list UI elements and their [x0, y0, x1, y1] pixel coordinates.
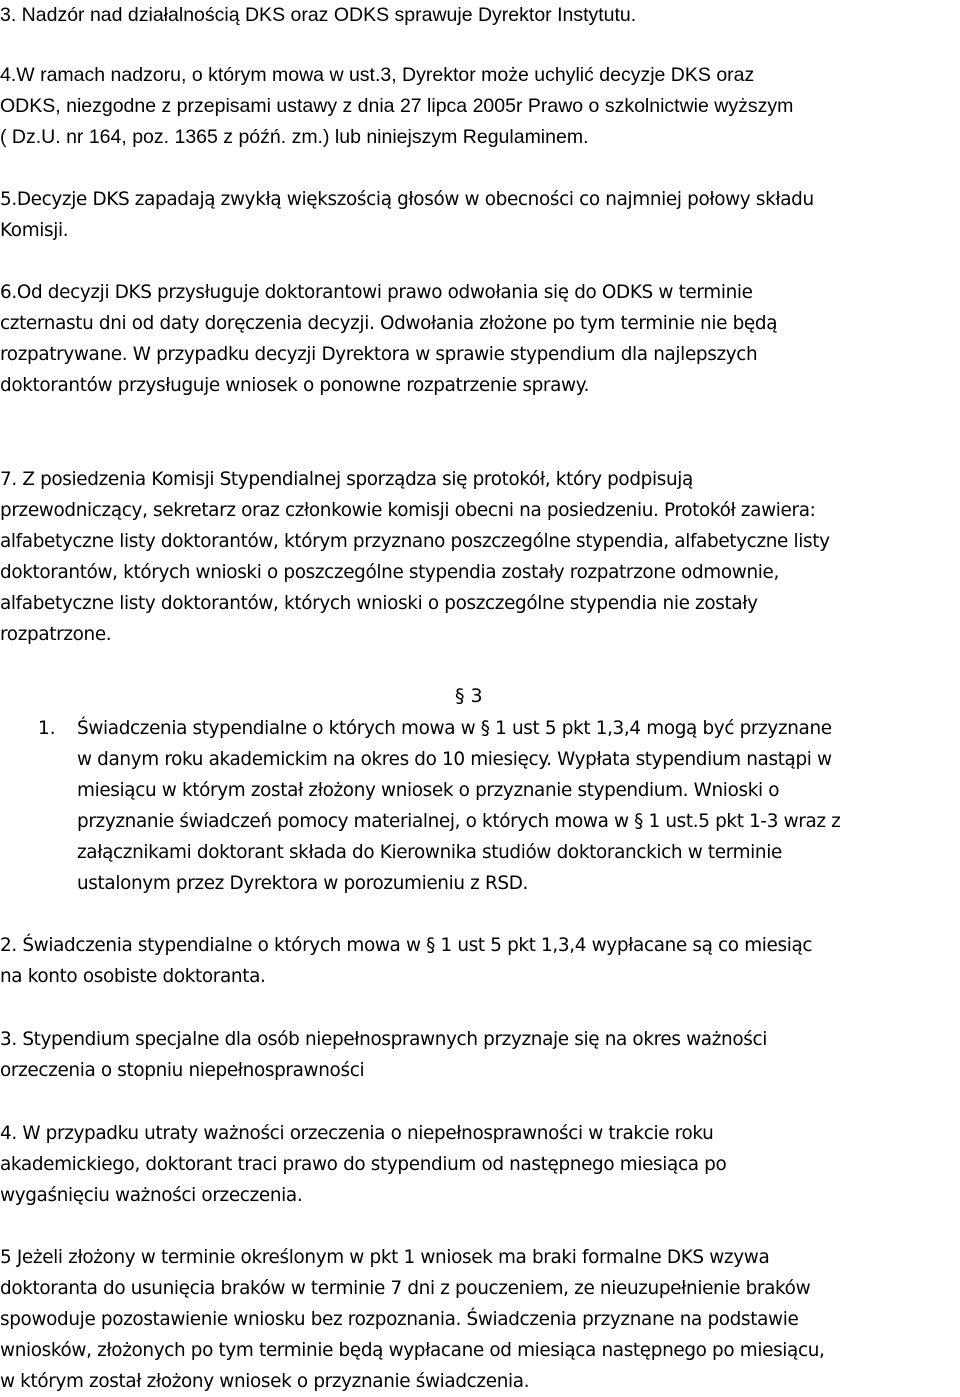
text-line: 7. Z posiedzenia Komisji Stypendialnej sporządza się protokół, który podpisują: [0, 469, 693, 490]
text-line: czternastu dni od daty doręczenia decyzji. Odwołania złożone po tym terminie nie będą: [0, 313, 778, 334]
text-line: w danym roku akademickim na okres do 10 miesięcy. Wypłata stypendium nastąpi w: [77, 749, 832, 770]
text-line: 4. W przypadku utraty ważności orzeczenia o niepełnosprawności w trakcie roku: [0, 1123, 714, 1144]
text-line: 4.W ramach nadzoru, o którym mowa w ust.3, Dyrektor może uchylić decyzje DKS oraz: [0, 64, 755, 86]
text-line: 5.Decyzje DKS zapadają zwykłą większością głosów w obecności co najmniej połowy składu: [0, 189, 814, 210]
text-line: doktorantów przysługuje wniosek o ponowne rozpatrzenie sprawy.: [0, 375, 590, 396]
text-line: doktorantów, których wnioski o poszczególne stypendia zostały rozpatrzone odmownie,: [0, 562, 779, 583]
text-line: 5 Jeżeli złożony w terminie określonym w pkt 1 wniosek ma braki formalne DKS wzywa: [0, 1247, 770, 1268]
text-line: rozpatrywane. W przypadku decyzji Dyrektora w sprawie stypendium dla najlepszych: [0, 344, 758, 365]
section-heading: § 3: [455, 685, 483, 707]
text-line: Świadczenia stypendialne o których mowa w § 1 ust 5 pkt 1,3,4 mogą być przyznane: [77, 718, 832, 739]
text-line: doktoranta do usunięcia braków w terminie 7 dni z pouczeniem, ze nieuzupełnienie braków: [0, 1278, 811, 1299]
text-line: orzeczenia o stopniu niepełnosprawności: [0, 1060, 365, 1081]
text-line: w którym został złożony wniosek o przyznanie świadczenia.: [0, 1371, 530, 1392]
text-line: 3. Stypendium specjalne dla osób niepełnosprawnych przyznaje się na okres ważności: [0, 1029, 767, 1050]
text-line: spowoduje pozostawienie wniosku bez rozpoznania. Świadczenia przyznane na podstawie: [0, 1309, 799, 1330]
text-line: alfabetyczne listy doktorantów, którym przyznano poszczególne stypendia, alfabetyczne listy: [0, 531, 830, 552]
text-line: załącznikami doktorant składa do Kierownika studiów doktoranckich w terminie: [77, 842, 782, 863]
text-line: wygaśnięciu ważności orzeczenia.: [0, 1185, 303, 1206]
text-line: rozpatrzone.: [0, 624, 112, 645]
text-line: 3. Nadzór nad działalnością DKS oraz ODKS sprawuje Dyrektor Instytutu.: [0, 4, 637, 26]
text-line: miesiącu w którym został złożony wniosek o przyznanie stypendium. Wnioski o: [77, 780, 780, 801]
text-line: na konto osobiste doktoranta.: [0, 966, 266, 987]
text-line: ustalonym przez Dyrektora w porozumieniu z RSD.: [77, 873, 529, 894]
text-line: 2. Świadczenia stypendialne o których mowa w § 1 ust 5 pkt 1,3,4 wypłacane są co miesiąc: [0, 935, 813, 956]
text-line: ODKS, niezgodne z przepisami ustawy z dnia 27 lipca 2005r Prawo o szkolnictwie wyższym: [0, 95, 794, 117]
text-line: Komisji.: [0, 220, 69, 241]
text-line: ( Dz.U. nr 164, poz. 1365 z późń. zm.) lub niniejszym Regulaminem.: [0, 126, 589, 148]
text-line: przewodniczący, sekretarz oraz członkowie komisji obecni na posiedzeniu. Protokół zawiera:: [0, 500, 816, 521]
text-line: akademickiego, doktorant traci prawo do stypendium od następnego miesiąca po: [0, 1154, 727, 1175]
text-line: 6.Od decyzji DKS przysługuje doktorantowi prawo odwołania się do ODKS w terminie: [0, 282, 753, 303]
item-1-number: 1.: [38, 718, 56, 739]
text-line: przyznanie świadczeń pomocy materialnej, o których mowa w § 1 ust.5 pkt 1-3 wraz z: [77, 811, 841, 832]
text-line: wniosków, złożonych po tym terminie będą wypłacane od miesiąca następnego po miesiącu,: [0, 1340, 825, 1361]
text-line: alfabetyczne listy doktorantów, których wnioski o poszczególne stypendia nie zostały: [0, 593, 758, 614]
